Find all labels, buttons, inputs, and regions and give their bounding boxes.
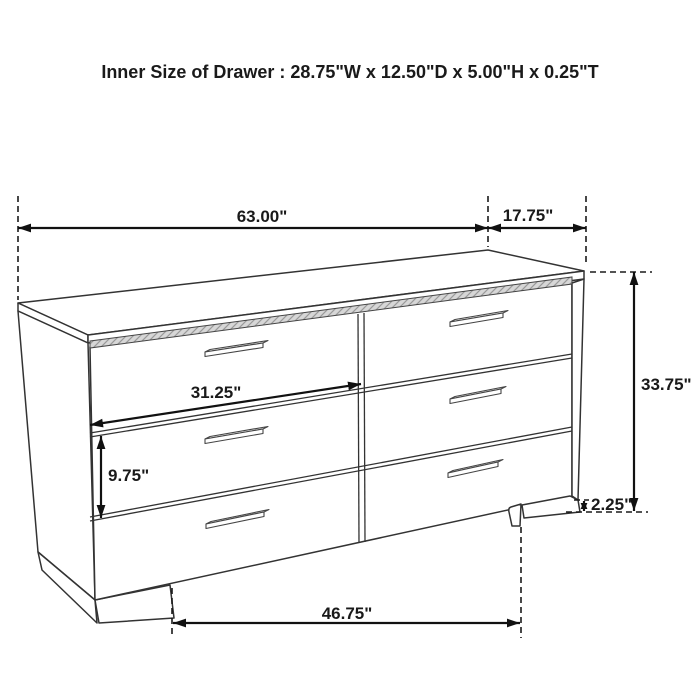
- dresser-left-side-panel: [18, 311, 95, 600]
- dimension-leg-span-label: 46.75": [321, 604, 373, 623]
- dimension-overall-depth: [488, 206, 586, 228]
- dresser-illustration: [18, 250, 584, 623]
- dimension-base-height: [584, 495, 632, 514]
- dimension-overall-width: [18, 207, 488, 228]
- page-title: Inner Size of Drawer : 28.75"W x 12.50"D x 5.00"H x 0.25"T: [101, 62, 599, 82]
- dimension-leg-span: [173, 604, 520, 623]
- dimension-overall-height: [634, 272, 692, 511]
- dimension-drawer-width-label: 31.25": [190, 383, 242, 402]
- dresser-leg: [509, 504, 521, 526]
- dimension-base-height-label: 2.25": [591, 495, 633, 514]
- dimension-drawer-height-label: 9.75": [108, 466, 150, 485]
- dresser-right-side-panel: [572, 279, 584, 500]
- dimension-overall-depth-label: 17.75": [502, 206, 554, 225]
- dimension-overall-width-label: 63.00": [236, 207, 288, 226]
- dimension-overall-height-label: 33.75": [641, 375, 692, 394]
